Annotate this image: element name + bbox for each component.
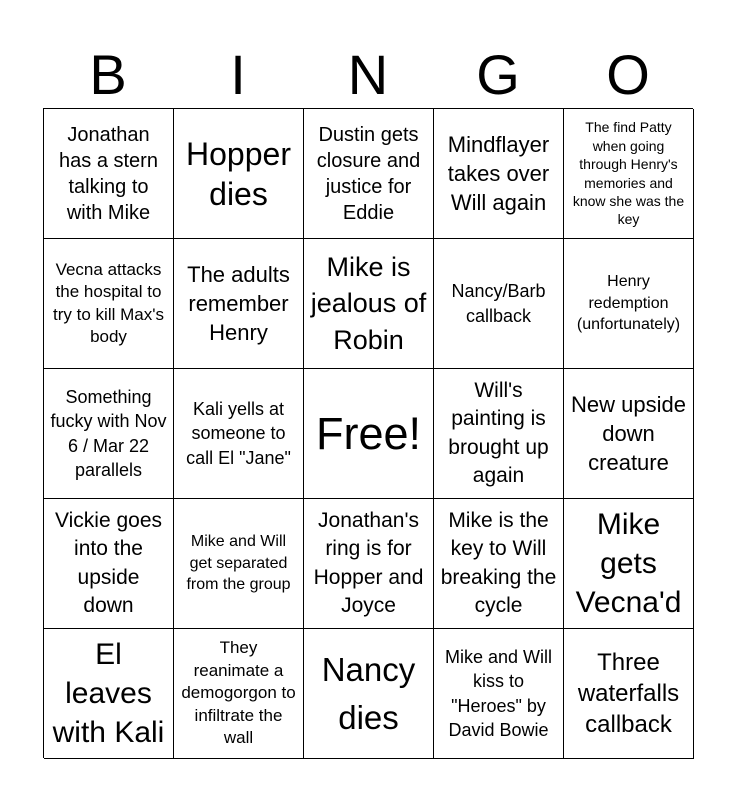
cell-text: Jonathan has a stern talking to with Mike <box>59 123 158 224</box>
cell-text: Mike gets Vecna'd <box>575 508 682 619</box>
bingo-cell-4-4[interactable] <box>434 499 564 629</box>
cell-text: Mike is the key to Will breaking the cycle <box>440 508 557 617</box>
bingo-cell-3-5[interactable] <box>564 369 694 499</box>
cell-text: The adults remember Henry <box>187 262 290 345</box>
cell-text: Mike and Will kiss to "Heroes" by David Bowie <box>444 646 553 740</box>
bingo-cell-2-3[interactable] <box>304 239 434 369</box>
cell-text: Jonathan's ring is for Hopper and Joyce <box>313 508 424 617</box>
bingo-cell-5-4[interactable] <box>434 629 564 759</box>
bingo-cell-1-4[interactable] <box>434 109 564 239</box>
header-letter-n: N <box>347 43 389 106</box>
bingo-cell-5-1[interactable] <box>44 629 174 759</box>
bingo-cell-2-2[interactable] <box>174 239 304 369</box>
cell-text: Henry redemption (unfortunately) <box>576 273 681 334</box>
bingo-cell-1-2[interactable] <box>174 109 304 239</box>
cell-text: Dustin gets closure and justice for Eddie <box>316 123 421 224</box>
bingo-cell-5-2[interactable] <box>174 629 304 759</box>
bingo-cell-2-1[interactable] <box>44 239 174 369</box>
bingo-cell-3-2[interactable] <box>174 369 304 499</box>
cell-text: Vickie goes into the upside down <box>54 508 162 617</box>
cell-text: New upside down creature <box>571 392 686 475</box>
bingo-cell-4-1[interactable] <box>44 499 174 629</box>
cell-text: Nancy dies <box>321 650 416 736</box>
bingo-cell-1-5[interactable] <box>564 109 694 239</box>
bingo-cell-1-1[interactable] <box>44 109 174 239</box>
cell-text: Mike and Will get separated from the group <box>186 533 291 594</box>
bingo-cell-1-3[interactable] <box>304 109 434 239</box>
cell-text: Kali yells at someone to call El "Jane" <box>186 398 291 468</box>
bingo-cell-5-3[interactable] <box>304 629 434 759</box>
bingo-cell-3-1[interactable] <box>44 369 174 499</box>
bingo-cell-5-5[interactable] <box>564 629 694 759</box>
bingo-cell-2-4[interactable] <box>434 239 564 369</box>
cell-text: Mike is jealous of Robin <box>310 251 427 355</box>
bingo-header <box>43 42 693 108</box>
cell-text: The find Patty when going through Henry's memories and know she was the key <box>572 119 685 228</box>
free-space-text: Free! <box>315 407 422 459</box>
header-letter-g: G <box>476 43 520 106</box>
bingo-cell-4-2[interactable] <box>174 499 304 629</box>
cell-text: Will's painting is brought up again <box>448 378 549 487</box>
header-letter-i: I <box>230 43 246 106</box>
bingo-cell-4-3[interactable] <box>304 499 434 629</box>
header-letter-b: B <box>89 43 127 106</box>
bingo-cell-3-3-free[interactable] <box>304 369 434 499</box>
cell-text: El leaves with Kali <box>52 638 165 749</box>
header-letter-o: O <box>606 43 650 106</box>
bingo-grid <box>43 108 693 758</box>
cell-text: Vecna attacks the hospital to try to kill Max's body <box>53 259 164 346</box>
bingo-cell-3-4[interactable] <box>434 369 564 499</box>
bingo-cell-4-5[interactable] <box>564 499 694 629</box>
cell-text: Three waterfalls callback <box>577 649 680 738</box>
cell-text: Something fucky with Nov 6 / Mar 22 parallels <box>50 386 167 480</box>
cell-text: Mindflayer takes over Will again <box>447 132 550 215</box>
cell-text: Hopper dies <box>186 135 291 212</box>
bingo-cell-2-5[interactable] <box>564 239 694 369</box>
cell-text: Nancy/Barb callback <box>451 281 546 326</box>
cell-text: They reanimate a demogorgon to infiltrate the wall <box>181 638 296 748</box>
